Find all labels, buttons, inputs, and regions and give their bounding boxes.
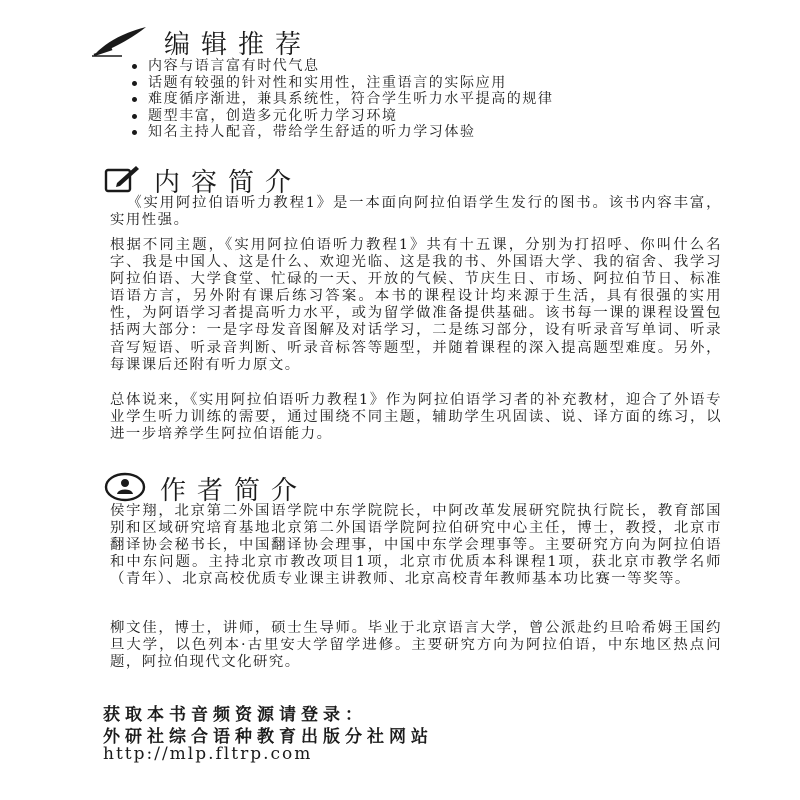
recommendation-list: [130, 58, 730, 141]
content-paragraph-3: 总体说来，《实用阿拉伯语听力教程1》作为阿拉伯语学习者的补充教材，迎合了外语专业学生听力训练的需要，通过围绕不同主题，辅助学生巩固读、说、译方面的练习，以进一步培养学生阿拉伯语能力。: [110, 392, 722, 443]
list-item: 话题有较强的针对性和实用性，注重语言的实际应用: [130, 75, 730, 92]
content-paragraph-2: 根据不同主题，《实用阿拉伯语听力教程1》共有十五课，分别为打招呼、你叫什么名字、我是中国人、这是什么、欢迎光临、这是我的书、外国语大学、我的宿舍、我学习阿拉伯语、大学食堂、忙碌的一天、开放的气候、节庆生日、市场、阿拉伯节日、标准语语方言，另外附有课后练习答案。本书的课程设计均来源于生活，具有很强的实用性，为阿语学习者提高听力水平，或为留学做准备提供基础。该书每一课的课程设置包括两大部分：一是字母发音图解及对话学习，二是练习部分，设有听录音写单词、听录音写短语、听录音判断、听录音标答等题型，并随着课程的深入提高题型难度。另外，每课课后还附有听力原文。: [110, 237, 722, 373]
recommendation-title: 编辑推荐: [164, 30, 313, 60]
recommendation-heading: [92, 24, 312, 61]
list-item: 题型丰富，创造多元化听力学习环境: [130, 108, 730, 125]
audio-resource-note: 获取本书音频资源请登录：: [103, 705, 367, 725]
quill-pen-icon: [92, 25, 150, 61]
publisher-website-label: 外研社综合语种教育出版分社网站: [103, 727, 433, 747]
list-item: 难度循序渐进，兼具系统性，符合学生听力水平提高的规律: [130, 91, 730, 108]
content-paragraph-1: 《实用阿拉伯语听力教程1》是一本面向阿拉伯语学生发行的图书。该书内容丰富，实用性强。: [110, 195, 722, 229]
author-paragraph-2: 柳文佳，博士，讲师，硕士生导师。毕业于北京语言大学，曾公派赴约旦哈希姆王国约旦大学，以色列本·古里安大学留学进修。主要研究方向为阿拉伯语，中东地区热点问题，阿拉伯现代文化研究。: [110, 620, 722, 671]
person-badge-icon: [104, 472, 146, 506]
content-heading: [104, 162, 302, 199]
list-item: 内容与语言富有时代气息: [130, 58, 730, 75]
content-title: 内容简介: [154, 168, 303, 198]
authors-heading: [104, 470, 308, 507]
publisher-url: http://mlp.fltrp.com: [103, 744, 313, 764]
pencil-square-icon: [104, 164, 140, 198]
authors-title: 作者简介: [160, 476, 309, 506]
author-paragraph-1: 侯宇翔，北京第二外国语学院中东学院院长，中阿改革发展研究院执行院长，教育部国别和区域研究培育基地北京第二外国语学院阿拉伯研究中心主任，博士，教授，北京市翻译协会秘书长，中国翻译协会理事，中国中东学会理事等。主要研究方向为阿拉伯语和中东问题。主持北京市教改项目1项，北京市优质本科课程1项，获北京市教学名师（青年）、北京高校优质专业课主讲教师、北京高校青年教师基本功比赛一等奖等。: [110, 503, 722, 588]
list-item: 知名主持人配音，带给学生舒适的听力学习体验: [130, 124, 730, 141]
